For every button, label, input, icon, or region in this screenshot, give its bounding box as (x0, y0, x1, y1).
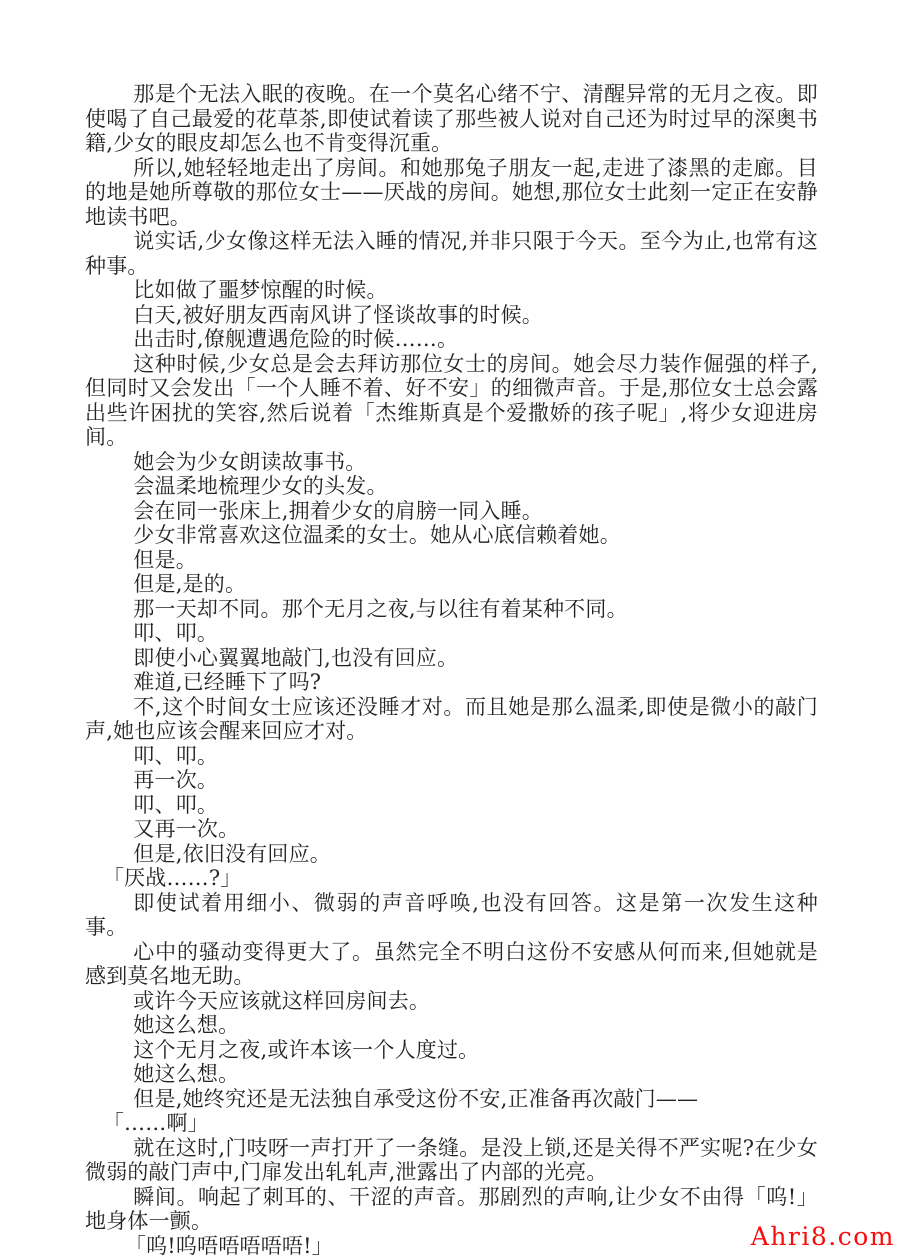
paragraph: 就在这时,门吱呀一声打开了一条缝。是没上锁,还是关得不严实呢?在少女微弱的敲门声中,门扉发出轧轧声,泄露出了内部的光亮。 (85, 1135, 818, 1184)
paragraph: 那是个无法入眠的夜晚。在一个莫名心绪不宁、清醒异常的无月之夜。即使喝了自己最爱的花草茶,即使试着读了那些被人说对自己还为时过早的深奥书籍,少女的眼皮却怎么也不肯变得沉重。 (85, 82, 818, 155)
paragraph: 她这么想。 (133, 1062, 240, 1086)
paragraph: 但是,是的。 (133, 572, 247, 596)
paragraph: 那一天却不同。那个无月之夜,与以往有着某种不同。 (133, 596, 628, 621)
paragraph: 叩、叩。 (133, 792, 219, 817)
paragraph: 这个无月之夜,或许本该一个人度过。 (133, 1037, 480, 1062)
paragraph: 但是。 (133, 547, 197, 572)
paragraph: 瞬间。响起了刺耳的、干涩的声音。那剧烈的声响,让少女不由得「呜!」地身体一颤。 (85, 1184, 818, 1233)
paragraph: 「呜!呜唔唔唔唔唔!」 (124, 1233, 333, 1258)
paragraph: 出击时,僚舰遭遇危险的时候……。 (133, 327, 459, 351)
paragraph: 心中的骚动变得更大了。虽然完全不明白这份不安感从何而来,但她就是感到莫名地无助。 (85, 939, 818, 988)
paragraph: 她会为少女朗读故事书。 (133, 449, 367, 474)
paragraph: 难道,已经睡下了吗? (133, 670, 322, 694)
paragraph: 「厌战……?」 (102, 866, 242, 890)
paragraph: 白天,被好朋友西南风讲了怪谈故事的时候。 (133, 302, 543, 327)
paragraph: 这种时候,少女总是会去拜访那位女士的房间。她会尽力装作倔强的样子,但同时又会发出「一个人睡不着、好不安」的细微声音。于是,那位女士总会露出些许困扰的笑容,然后说着「杰维斯真是个爱撒娇的孩子呢」,将少女迎进房间。 (85, 351, 818, 449)
paragraph: 不,这个时间女士应该还没睡才对。而且她是那么温柔,即使是微小的敲门声,她也应该会醒来回应才对。 (85, 694, 818, 743)
paragraph: 会温柔地梳理少女的头发。 (133, 474, 388, 498)
paragraph: 再一次。 (133, 768, 219, 792)
paragraph: 叩、叩。 (133, 743, 219, 768)
paragraph: 叩、叩。 (133, 621, 219, 645)
paragraph: 少女非常喜欢这位温柔的女士。她从心底信赖着她。 (133, 523, 621, 547)
paragraph: 比如做了噩梦惊醒的时候。 (133, 278, 388, 302)
paragraph: 即使小心翼翼地敲门,也没有回应。 (133, 645, 459, 670)
paragraph: 会在同一张床上,拥着少女的肩膀一同入睡。 (133, 498, 543, 523)
paragraph: 她这么想。 (133, 1013, 240, 1037)
paragraph: 但是,依旧没有回应。 (133, 841, 331, 866)
paragraph: 「……啊」 (102, 1111, 209, 1135)
paragraph: 但是,她终究还是无法独自承受这份不安,正准备再次敲门—— (133, 1086, 699, 1111)
watermark: Ahri8.com (750, 1222, 895, 1251)
paragraph: 又再一次。 (133, 817, 240, 841)
paragraph: 所以,她轻轻地走出了房间。和她那兔子朋友一起,走进了漆黑的走廊。目的地是她所尊敬的那位女士——厌战的房间。她想,那位女士此刻一定正在安静地读书吧。 (85, 155, 818, 229)
paragraph: 说实话,少女像这样无法入睡的情况,并非只限于今天。至今为止,也常有这种事。 (85, 229, 818, 278)
novel-text-block (85, 82, 818, 1258)
paragraph: 或许今天应该就这样回房间去。 (133, 988, 431, 1013)
paragraph: 即使试着用细小、微弱的声音呼唤,也没有回答。这是第一次发生这种事。 (85, 890, 818, 939)
